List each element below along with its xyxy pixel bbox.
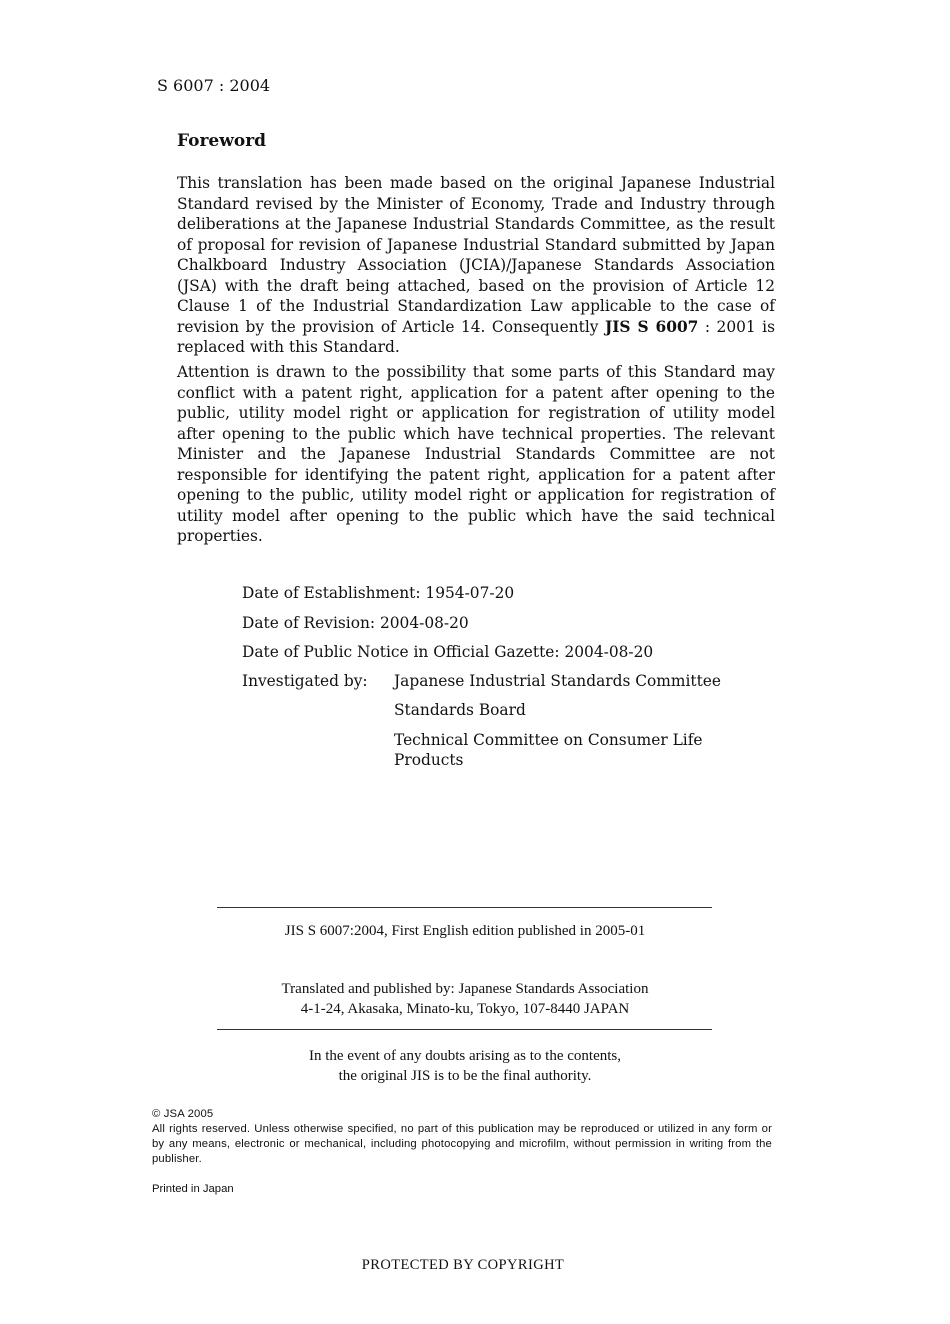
- divider-top: [217, 907, 712, 908]
- edition-line: JIS S 6007:2004, First English edition published in 2005-01: [284, 923, 646, 939]
- copyright-symbol-line: © JSA 2005: [152, 1108, 214, 1120]
- jis-reference: JIS S 6007: [604, 317, 699, 336]
- investigator-technical-committee: Technical Committee on Consumer Life Products: [394, 730, 703, 769]
- authority-line-2: the original JIS is to be the final authority.: [338, 1068, 592, 1084]
- copyright-rights: All rights reserved. Unless otherwise specified, no part of this publication may be reproduced or utilized in any form or by any means, electronic or mechanical, including photocopying and microfilm, without permission in writing from the publisher.: [152, 1123, 772, 1165]
- foreword-paragraph-1-tail: : 2001 is replaced with this Standard.: [177, 317, 775, 356]
- investigated-by-list: [394, 671, 744, 780]
- authority-notice: [200, 1046, 730, 1086]
- printed-in-japan: Printed in Japan: [152, 1183, 234, 1195]
- publisher-name: Translated and published by: Japanese Standards Association: [281, 981, 649, 997]
- date-of-public-notice: Date of Public Notice in Official Gazette: 2004-08-20: [242, 643, 654, 661]
- foreword-paragraph-1-text: This translation has been made based on the original Japanese Industrial Standard revised by the Minister of Economy, Trade and Industry through deliberations at the Japanese Industrial Standards Committee, as the result of proposal for revision of Japanese Industrial Standard submitted by Japan Chalkboard Industry Association (JCIA)/Japanese Standards Association (JSA) with the draft being attached, based on the provision of Article 12 Clause 1 of the Industrial Standardization Law applicable to the case of revision by the provision of Article 14. Consequently: [177, 174, 775, 336]
- date-of-establishment: Date of Establishment: 1954-07-20: [242, 584, 515, 602]
- authority-line-1: In the event of any doubts arising as to the contents,: [308, 1048, 621, 1064]
- date-of-revision: Date of Revision: 2004-08-20: [242, 613, 469, 632]
- investigated-by-label: Investigated by:: [242, 671, 368, 690]
- document-id: S 6007 : 2004: [157, 76, 271, 95]
- divider-bottom: [217, 1029, 712, 1030]
- protected-by-copyright: PROTECTED BY COPYRIGHT: [361, 1257, 565, 1273]
- copyright-block: [152, 1107, 772, 1167]
- publisher-block: [200, 979, 730, 1019]
- publisher-address: 4-1-24, Akasaka, Minato-ku, Tokyo, 107-8440 JAPAN: [300, 1001, 630, 1017]
- investigator-committee: Japanese Industrial Standards Committee: [394, 671, 721, 690]
- investigator-board: Standards Board: [394, 701, 526, 719]
- foreword-paragraph-1: [177, 173, 775, 358]
- investigated-by-table: [242, 671, 744, 780]
- dates-block: [242, 582, 744, 780]
- foreword-heading: Foreword: [177, 131, 267, 151]
- foreword-paragraph-2: Attention is drawn to the possibility that some parts of this Standard may conflict with a patent right, application for a patent after opening to the public, utility model right or application for registration of utility model after opening to the public which have technical properties. The relevant Minister and the Japanese Industrial Standards Committee are not responsible for identifying the patent right, application for a patent after opening to the public, utility model right or application for registration of utility model after opening to the public which have the said technical properties.: [177, 363, 775, 545]
